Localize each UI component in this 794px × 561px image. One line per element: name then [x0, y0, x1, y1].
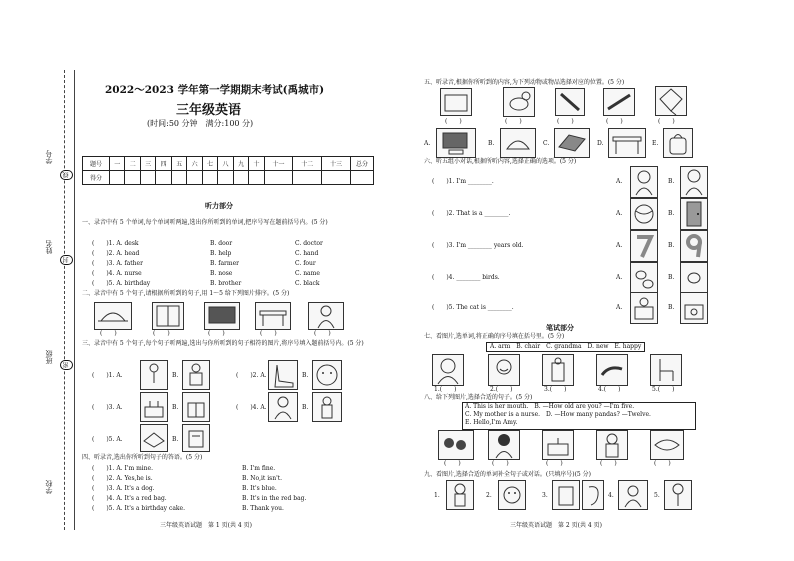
- q9-num4: 4.: [608, 492, 614, 499]
- q5-label-c: C.: [543, 140, 550, 147]
- q2-pic-window: [152, 302, 184, 330]
- q1-item3-a: ( )3. A. father: [92, 260, 143, 267]
- q6-item1-a: A.: [616, 178, 623, 185]
- q6-pic4a-birds: [630, 262, 658, 294]
- q5-title: 五、听录音,根据你所听到的内容,为下列动物或物品选择对应的位置。(5 分): [424, 79, 625, 86]
- q3-pic1b: [182, 360, 210, 390]
- listening-heading: 听力部分: [205, 201, 233, 210]
- q3-title: 三、录音中有 5 个句子,每个句子听两遍,选出与你所听到的句子相符的图片,将序号填入题前括号内。(5 分): [82, 340, 364, 347]
- q5-pic-c-book: [554, 128, 590, 158]
- score-input[interactable]: [264, 171, 293, 185]
- q3-pic4b: [312, 392, 342, 422]
- q1-item4-a: ( )4. A. nurse: [92, 270, 142, 277]
- q7-pic5-chair: [650, 354, 682, 386]
- q9-pic4: [618, 480, 648, 510]
- q9-pic1: [446, 480, 474, 510]
- q7-pic3-new: [542, 354, 574, 386]
- q6-item1: ( )1. I'm ________.: [432, 178, 494, 185]
- q6-pic3b-nine: [680, 230, 708, 262]
- q7-num5[interactable]: 5.( ): [652, 386, 675, 393]
- q2-blank2[interactable]: ( ): [153, 330, 170, 337]
- q2-blank5[interactable]: ( ): [314, 330, 331, 337]
- score-cell: 题号: [83, 157, 110, 171]
- score-input[interactable]: [233, 171, 248, 185]
- q5-blank3[interactable]: ( ): [557, 118, 574, 125]
- side-label-number: 学号: [45, 150, 53, 164]
- score-input[interactable]: [125, 171, 140, 185]
- q8-title: 八、给下列图片,选择合适的句子。(5 分): [424, 394, 533, 401]
- q3-pic1a: [140, 360, 168, 390]
- q2-pic-blackboard: [204, 302, 240, 330]
- score-input[interactable]: [351, 171, 374, 185]
- q8-pic1-pandas: [438, 430, 474, 460]
- q1-item3-c: C. four: [295, 260, 316, 267]
- q8-option-line3: E. Hello,I'm Amy.: [465, 419, 518, 426]
- score-input[interactable]: [322, 171, 351, 185]
- q4-item1-a: ( )1. A. I'm mine.: [92, 465, 154, 472]
- q3-pic3b: [182, 392, 210, 422]
- q6-title: 六、听五组小对话,根据所听内容,选择正确的选项。(5 分): [424, 158, 577, 165]
- q8-num4[interactable]: ( ): [600, 460, 617, 467]
- binding-line: [64, 70, 65, 530]
- score-input[interactable]: [249, 171, 264, 185]
- q4-title: 四、听录音,选出你所听到句子的答语。(5 分): [82, 454, 203, 461]
- q7-options: A. arm B. chair C. grandma D. new E. happy: [486, 342, 645, 352]
- q2-pic-cap: [94, 302, 132, 330]
- exam-subtitle: 三年级英语: [176, 103, 242, 118]
- q8-num5[interactable]: ( ): [654, 460, 671, 467]
- q5-blank2[interactable]: ( ): [505, 118, 522, 125]
- score-cell: 五: [171, 157, 186, 171]
- q6-pic2b-door: [680, 198, 708, 230]
- q9-num5: 5.: [654, 492, 660, 499]
- q6-item2-b: B.: [668, 210, 675, 217]
- q9-pic3-ear: [582, 480, 604, 510]
- score-input[interactable]: [171, 171, 186, 185]
- q3-item1-a: ( )1. A.: [92, 372, 123, 379]
- q6-item2-a: A.: [616, 210, 623, 217]
- q3-item4-a: ( )4. A.: [236, 404, 267, 411]
- q3-item5-a: ( )5. A.: [92, 436, 123, 443]
- q6-item4-a: A.: [616, 274, 623, 281]
- score-cell: 七: [202, 157, 217, 171]
- score-header-row: [83, 157, 374, 171]
- q6-pic5a-cat: [630, 292, 658, 324]
- q2-blank4[interactable]: ( ): [260, 330, 277, 337]
- q3-pic5a: [140, 424, 168, 452]
- side-label-name: 姓名: [45, 240, 53, 254]
- q6-item1-b: B.: [668, 178, 675, 185]
- score-cell: 十一: [264, 157, 293, 171]
- score-input[interactable]: [293, 171, 322, 185]
- score-value-row: [83, 171, 374, 185]
- seal-feng: 封: [60, 255, 73, 265]
- q1-item2-c: C. hand: [295, 250, 319, 257]
- q1-item5-b: B. brother: [210, 280, 242, 287]
- q3-pic5b: [182, 424, 210, 452]
- score-cell: 四: [156, 157, 171, 171]
- written-heading: 笔试部分: [546, 323, 574, 332]
- q5-label-a: A.: [424, 140, 431, 147]
- q8-pic3-cake: [542, 430, 574, 460]
- q3-item3-b: B.: [172, 404, 179, 411]
- score-table: [82, 156, 374, 185]
- q1-item1-a: ( )1. A. desk: [92, 240, 139, 247]
- side-label-class: 班级: [45, 350, 53, 364]
- q8-options: [462, 402, 696, 430]
- q6-item3-b: B.: [668, 242, 675, 249]
- score-cell: 十二: [293, 157, 322, 171]
- q2-blank1[interactable]: ( ): [100, 330, 117, 337]
- score-input[interactable]: [110, 171, 125, 185]
- q6-item5-a: A.: [616, 304, 623, 311]
- q6-pic1a: [630, 166, 658, 198]
- q3-item2-b: B.: [302, 372, 309, 379]
- q6-item3: ( )3. I'm ________ years old.: [432, 242, 524, 249]
- q4-item5-b: B. Thank you.: [242, 505, 284, 512]
- q6-pic5b-cat: [680, 292, 708, 324]
- footer-left: 三年级英语试题 第 1 页(共 4 页): [160, 522, 252, 529]
- q4-item2-b: B. No,it isn't.: [242, 475, 283, 482]
- q9-num2: 2.: [486, 492, 492, 499]
- q6-item2: ( )2. That is a ________.: [432, 210, 511, 217]
- q6-item3-a: A.: [616, 242, 623, 249]
- score-input[interactable]: [202, 171, 217, 185]
- q7-num3[interactable]: 3.( ): [544, 386, 567, 393]
- score-cell: 九: [233, 157, 248, 171]
- q7-num4[interactable]: 4.( ): [598, 386, 621, 393]
- q3-item3-a: ( )3. A.: [92, 404, 123, 411]
- q7-num2[interactable]: 2.( ): [490, 386, 513, 393]
- q1-title: 一、录音中有 5 个单词,每个单词听两遍,选出你所听到的单词,把序号写在题前括号内。(5 分): [82, 219, 328, 226]
- score-cell: 十: [249, 157, 264, 171]
- q2-title: 二、录音中有 5 个句子,请根据所听到的句子,用 1～5 给下列图片排序。(5 分): [82, 290, 290, 297]
- q1-item4-b: B. nose: [210, 270, 233, 277]
- q8-pic2-amy: [488, 430, 520, 460]
- score-input[interactable]: [140, 171, 155, 185]
- q4-item4-b: B. It's in the red bag.: [242, 495, 307, 502]
- q7-num1[interactable]: 1.( ): [434, 386, 457, 393]
- score-cell: 八: [218, 157, 233, 171]
- q5-blank1[interactable]: ( ): [445, 118, 462, 125]
- q7-pic1-grandma: [432, 354, 464, 386]
- q8-num3[interactable]: ( ): [546, 460, 563, 467]
- q6-pic4b-birds: [680, 262, 708, 294]
- q2-pic-desk: [255, 302, 291, 330]
- q1-item2-a: ( )2. A. head: [92, 250, 140, 257]
- q5-pic-pen: [555, 88, 585, 116]
- q3-item5-b: B.: [172, 436, 179, 443]
- q5-blank4[interactable]: ( ): [606, 118, 623, 125]
- q5-blank5[interactable]: ( ): [658, 118, 675, 125]
- q9-num1: 1.: [434, 492, 440, 499]
- q1-item5-a: ( )5. A. birthday: [92, 280, 151, 287]
- q5-pic-a-computer: [436, 128, 476, 158]
- q1-item4-c: C. name: [295, 270, 320, 277]
- seal-mi: 密: [60, 360, 73, 370]
- score-cell: 二: [125, 157, 140, 171]
- q6-pic1b: [680, 166, 708, 198]
- q5-label-e: E.: [652, 140, 659, 147]
- exam-info: (时间:50 分钟 满分:100 分): [147, 119, 254, 128]
- score-cell: 十三: [322, 157, 351, 171]
- q3-item2-a: ( )2. A.: [236, 372, 267, 379]
- q8-num2[interactable]: ( ): [492, 460, 509, 467]
- q6-item5: ( )5. The cat is ________.: [432, 304, 514, 311]
- q4-item1-b: B. I'm fine.: [242, 465, 276, 472]
- q7-title: 七、看图片,选单词,将正确的序号填在括号里。(5 分): [424, 333, 565, 340]
- q6-pic3a-seven: [630, 230, 658, 262]
- score-cell: 总分: [351, 157, 374, 171]
- q8-pic5-mouth: [650, 430, 684, 460]
- q8-option-line2: C. My mother is a nurse. D. —How many pandas? —Twelve.: [465, 411, 651, 418]
- q3-item4-b: B.: [302, 404, 309, 411]
- score-cell: 一: [110, 157, 125, 171]
- q4-item2-a: ( )2. A. Yes,he is.: [92, 475, 153, 482]
- q5-pic-e-bag: [663, 128, 693, 158]
- q3-pic3a: [140, 392, 168, 422]
- score-input[interactable]: [218, 171, 233, 185]
- q3-pic2a: [268, 360, 298, 390]
- q9-pic3: [552, 480, 580, 510]
- q5-pic-box: [440, 88, 472, 116]
- q9-num3: 3.: [542, 492, 548, 499]
- q6-item5-b: B.: [668, 304, 675, 311]
- seal-xian: 线: [60, 170, 73, 180]
- score-cell: 六: [187, 157, 202, 171]
- q3-pic4a: [268, 392, 298, 422]
- exam-title: 2022～2023 学年第一学期期末考试(禹城市): [105, 84, 325, 96]
- q9-title: 九、看图片,选择合适的单词补全句子或对话。(只填序号)(5 分): [424, 471, 591, 478]
- q1-item1-b: B. door: [210, 240, 233, 247]
- q5-pic-d-desk: [608, 128, 646, 158]
- q1-item3-b: B. farmer: [210, 260, 239, 267]
- q1-item5-c: C. black: [295, 280, 320, 287]
- score-input[interactable]: [187, 171, 202, 185]
- q1-item2-b: B. help: [210, 250, 232, 257]
- q6-pic2a-ball: [630, 198, 658, 230]
- score-input[interactable]: [156, 171, 171, 185]
- side-label-school: 学校: [45, 480, 53, 494]
- score-cell: 三: [140, 157, 155, 171]
- q4-item3-a: ( )3. A. It's a dog.: [92, 485, 155, 492]
- q4-item4-a: ( )4. A. It's a red bag.: [92, 495, 167, 502]
- q2-pic-teacher: [308, 302, 344, 330]
- q9-pic5: [664, 480, 692, 510]
- q3-pic2b: [312, 360, 342, 390]
- q9-pic2: [498, 480, 526, 510]
- q4-item5-a: ( )5. A. It's a birthday cake.: [92, 505, 186, 512]
- q5-pic-kite: [655, 86, 687, 116]
- q4-item3-b: B. It's blue.: [242, 485, 277, 492]
- q6-item4: ( )4. ________ birds.: [432, 274, 500, 281]
- footer-right: 三年级英语试题 第 2 页(共 4 页): [510, 522, 602, 529]
- q5-pic-pencil: [603, 88, 635, 116]
- q5-label-b: B.: [488, 140, 495, 147]
- q8-num1[interactable]: ( ): [444, 460, 461, 467]
- q7-pic2-happy: [488, 354, 520, 386]
- q5-pic-b-cap: [500, 128, 536, 158]
- q2-blank3[interactable]: ( ): [208, 330, 225, 337]
- q5-pic-dog: [503, 87, 535, 117]
- q1-item1-c: C. doctor: [295, 240, 323, 247]
- q5-label-d: D.: [597, 140, 604, 147]
- q3-item1-b: B.: [172, 372, 179, 379]
- score-row-label: 得分: [83, 171, 110, 185]
- binding-line-inner: [74, 70, 75, 530]
- q7-pic4-arm: [596, 354, 628, 386]
- q8-pic4-nurse: [596, 430, 628, 460]
- q8-option-line1: A. This is her mouth. B. —How old are you? —I'm five.: [465, 403, 635, 410]
- q6-item4-b: B.: [668, 274, 675, 281]
